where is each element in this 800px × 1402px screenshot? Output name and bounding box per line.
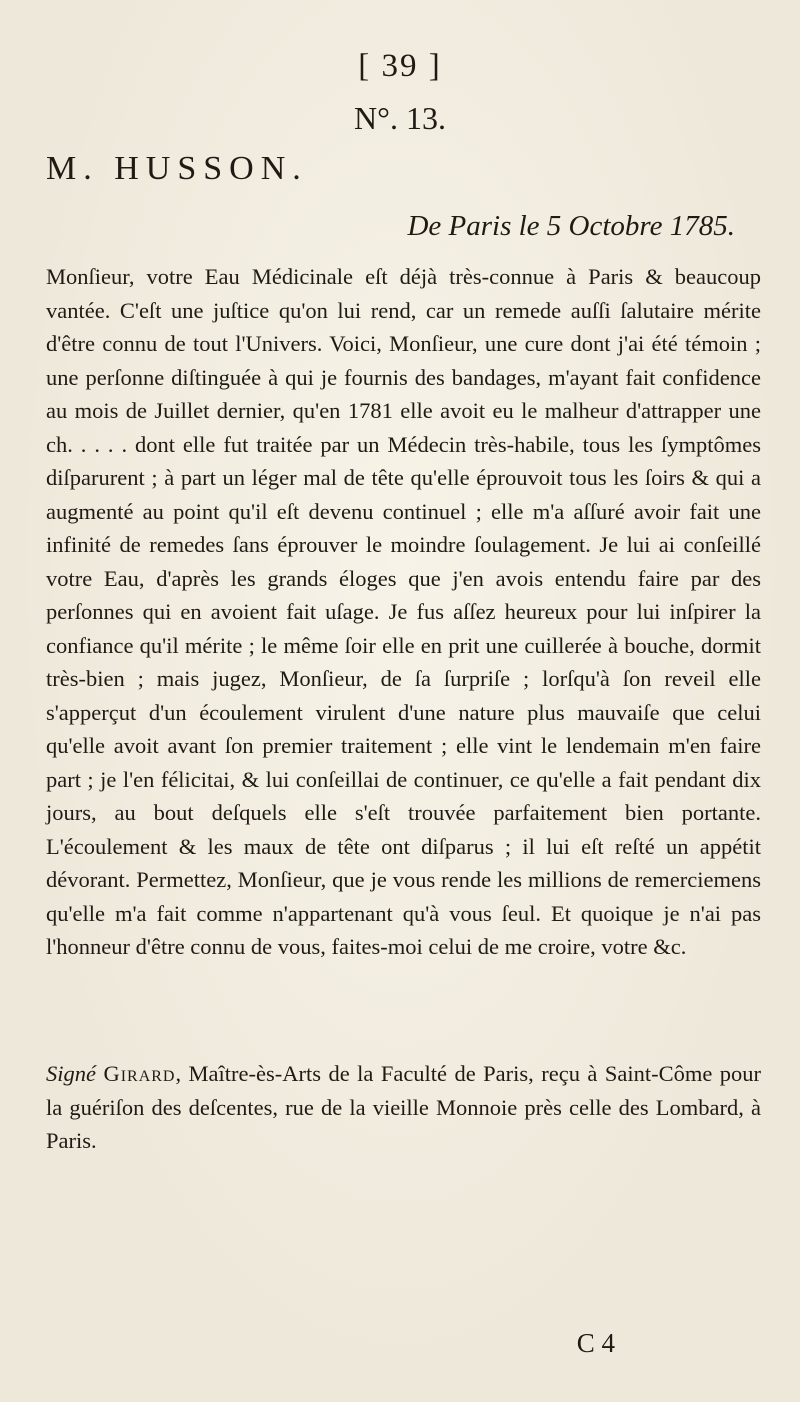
letter-body: Monſieur, votre Eau Médicinale eſt déjà très-connue à Paris & beaucoup vantée. C'eſt une juſtice qu'on lui rend, car un remede auſſi ſalutaire mérite d'être connu de tout l'Univers. Voici, Monſieur, une cure dont j'ai été témoin ; une perſonne diſtinguée à qui je fournis des bandages, m'ayant fait confidence au mois de Juillet dernier, qu'en 1781 elle avoit eu le malheur d'attrapper une ch. . . . . dont elle fut traitée par un Médecin très-habile, tous les ſymptômes diſparurent ; à part un léger mal de tête qu'elle éprouvoit tous les ſoirs & qui a augmenté au point qu'il eſt devenu continuel ; elle m'a aſſuré avoir fait une infinité de remedes ſans éprouver le moindre ſoulagement. Je lui ai conſeillé votre Eau, d'après les grands éloges que j'en avois entendu faire par des perſonnes qui en avoient fait uſage. Je fus aſſez heureux pour lui inſpirer la confiance qu'il mérite ; le même ſoir elle en prit une cuillerée à bouche, dormit très-bien ; mais jugez, Monſieur, de ſa ſurpriſe ; lorſqu'à ſon reveil elle s'apperçut d'un écoulement virulent d'une nature plus mauvaiſe que celui qu'elle avoit avant ſon premier traitement ; elle vint le lendemain m'en faire part ; je l'en félicitai, & lui conſeillai de continuer, ce qu'elle a fait pendant dix jours, au bout deſquels elle s'eſt trouvée parfaitement bien portante. L'écoulement & les maux de tête ont diſparus ; il lui eſt reſté un appétit dévorant. Permettez, Monſieur, que je vous rende les millions de remerciemens qu'elle m'a fait comme n'appartenant qu'à vous ſeul. Et quoique je n'ai pas l'honneur d'être connu de vous, faites-moi celui de me croire, votre &c. [46, 264, 761, 959]
letter-dateline: De Paris le 5 Octobre 1785. [407, 210, 735, 242]
signature-details: , Maître-ès-Arts de la Faculté de Paris, reçu à Saint-Côme pour la guériſon des deſcentes, rue de la vieille Monnoie près celle des Lombard, à Paris. [46, 1061, 762, 1153]
entry-number: N°. 13. [354, 100, 446, 136]
letter-author: M. HUSSON. [46, 150, 308, 187]
signature-label: Signé [46, 1061, 96, 1086]
signature-line [46, 1057, 761, 1158]
catchword: C 4 [576, 1328, 615, 1358]
signature-name: Girard [103, 1061, 176, 1086]
page-number: [ 39 ] [358, 48, 442, 84]
